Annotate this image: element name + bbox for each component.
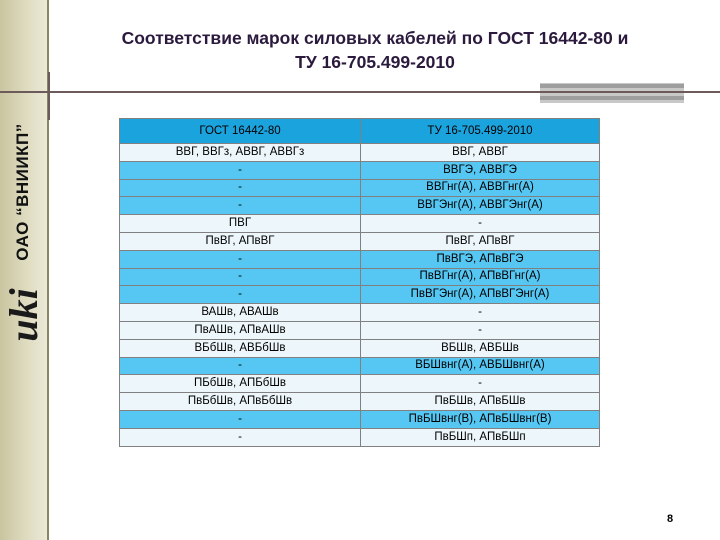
cell-gost: ВВГ, ВВГз, АВВГ, АВВГз [120,144,361,162]
table-row [120,357,600,375]
cell-tu: ПвБШв, АПвБШв [361,393,600,411]
page-number: 8 [667,513,674,525]
title-line-2: ТУ 16-705.499-2010 [295,52,455,72]
cell-gost: - [120,197,361,215]
cell-gost: - [120,179,361,197]
table-row [120,393,600,411]
table-row [120,321,600,339]
table-row [120,428,600,446]
cell-tu: ВВГЭ, АВВГЭ [361,161,600,179]
cell-tu: ВВГнг(А), АВВГнг(А) [361,179,600,197]
cell-gost: - [120,428,361,446]
cell-gost: ПБбШв, АПБбШв [120,375,361,393]
cell-tu: ПвБШп, АПвБШп [361,428,600,446]
cell-gost: - [120,161,361,179]
table-row [120,161,600,179]
title-divider-line [0,91,720,93]
title-line-1: Соответствие марок силовых кабелей по ГОСТ 16442-80 и [121,28,629,48]
cell-tu: ВБШв, АВБШв [361,339,600,357]
cell-tu: ПвВГЭ, АПвВГЭ [361,250,600,268]
vertical-accent-line [48,72,50,120]
table-row [120,375,600,393]
cell-tu: - [361,215,600,233]
cell-tu: - [361,375,600,393]
cell-gost: ПвВГ, АПвВГ [120,232,361,250]
table-row [120,410,600,428]
svg-text:uki: uki [1,288,46,342]
cell-gost: - [120,268,361,286]
cell-tu: ВВГ, АВВГ [361,144,600,162]
decorative-stripe [540,96,684,100]
cell-gost: ПвАШв, АПвАШв [120,321,361,339]
organization-name: ОАО “ВНИИКП” [13,123,32,261]
cell-tu: ВВГЭнг(А), АВВГЭнг(А) [361,197,600,215]
table-row [120,215,600,233]
table-row [120,197,600,215]
cell-gost: ВАШв, АВАШв [120,304,361,322]
table-row [120,304,600,322]
cell-tu: ПвВГнг(А), АПвВГнг(А) [361,268,600,286]
table-row [120,250,600,268]
sidebar [0,0,47,540]
cable-correspondence-table [119,118,600,447]
decorative-stripe [540,84,684,88]
cell-tu: ВБШвнг(А), АВБШвнг(А) [361,357,600,375]
cell-gost: - [120,410,361,428]
cell-gost: - [120,286,361,304]
table-header-row [120,119,600,144]
table-row [120,268,600,286]
vniikp-logo-icon [1,276,46,354]
cell-tu: ПвВГ, АПвВГ [361,232,600,250]
cell-gost: ВБбШв, АВБбШв [120,339,361,357]
header-gost: ГОСТ 16442-80 [120,119,361,144]
table-row [120,179,600,197]
cell-tu: - [361,321,600,339]
cell-gost: ПВГ [120,215,361,233]
cell-tu: ПвВГЭнг(А), АПвВГЭнг(А) [361,286,600,304]
cell-tu: - [361,304,600,322]
table-row [120,144,600,162]
page-title [60,26,690,74]
table-body [120,144,600,447]
cell-gost: - [120,250,361,268]
table-row [120,339,600,357]
header-tu: ТУ 16-705.499-2010 [361,119,600,144]
cell-gost: - [120,357,361,375]
cell-tu: ПвБШвнг(В), АПвБШвнг(В) [361,410,600,428]
table-row [120,286,600,304]
cell-gost: ПвБбШв, АПвБбШв [120,393,361,411]
table-row [120,232,600,250]
